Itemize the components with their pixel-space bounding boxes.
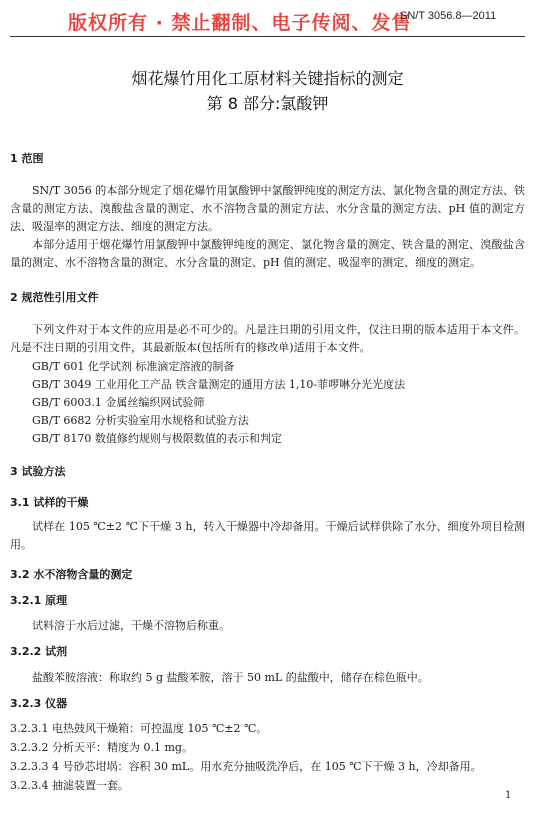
section-3-2-1-heading: 3.2.1 原理 [10, 594, 68, 607]
header-rule [10, 36, 525, 37]
section-3-2-2-heading: 3.2.2 试剂 [10, 645, 68, 658]
section-2-paragraph: 下列文件对于本文件的应用是必不可少的。凡是注日期的引用文件，仅注日期的版本适用于本文件。凡是不注日期的引用文件，其最新版本(包括所有的修改单)适用于本文件。 [10, 323, 525, 354]
reference-item: GB/T 6682 分析实验室用水规格和试验方法 [32, 414, 249, 427]
page-number: 1 [505, 790, 512, 801]
instrument-item: 3.2.3.2 分析天平：精度为 0.1 mg。 [10, 741, 193, 754]
section-3-1-text: 试样在 105 ℃±2 ℃下干燥 3 h，转入干燥器中冷却备用。干燥后试样供除了水分、细度外项目检测用。 [10, 520, 525, 551]
section-3-1-heading: 3.1 试样的干燥 [10, 496, 89, 509]
section-3-2-heading: 3.2 水不溶物含量的测定 [10, 568, 133, 581]
section-2-heading: 2 规范性引用文件 [10, 291, 99, 304]
section-1-paragraph-2: 本部分适用于烟花爆竹用氯酸钾中氯酸钾纯度的测定、氯化物含量的测定、铁含量的测定、溴酸盐含量的测定、水不溶物含量的测定、水分含量的测定、pH 值的测定、吸湿率的测定、细度的测定。 [10, 238, 525, 269]
document-number: SN/T 3056.8—2011 [400, 10, 497, 22]
section-1-heading: 1 范围 [10, 152, 44, 165]
section-3-heading: 3 试验方法 [10, 465, 66, 478]
reference-item: GB/T 3049 工业用化工产品 铁含量测定的通用方法 1,10-菲啰啉分光光度法 [32, 378, 406, 391]
watermark-text: 版权所有 · 禁止翻制、电子传阅、发售 [68, 12, 412, 34]
section-3-2-1-text: 试料溶于水后过滤，干燥不溶物后称重。 [32, 619, 230, 632]
document-title: 烟花爆竹用化工原材料关键指标的测定 [131, 69, 404, 88]
section-3-2-3-heading: 3.2.3 仪器 [10, 697, 68, 710]
section-3-2-2-text: 盐酸苯胺溶液：称取约 5 g 盐酸苯胺，溶于 50 mL 的盐酸中，储存在棕色瓶中。 [32, 671, 429, 684]
instrument-item: 3.2.3.4 抽滤装置一套。 [10, 779, 129, 792]
document-subtitle: 第 8 部分:氯酸钾 [206, 94, 329, 113]
instrument-item: 3.2.3.1 电热鼓风干燥箱：可控温度 105 ℃±2 ℃。 [10, 722, 268, 735]
reference-item: GB/T 8170 数值修约规则与极限数值的表示和判定 [32, 432, 282, 445]
reference-item: GB/T 6003.1 金属丝编织网试验筛 [32, 396, 205, 409]
reference-item: GB/T 601 化学试剂 标准滴定溶液的制备 [32, 360, 235, 373]
instrument-item: 3.2.3.3 4 号砂芯坩埚：容积 30 mL。用水充分抽吸洗净后，在 105 ℃下干燥 3 h，冷却备用。 [10, 760, 482, 773]
section-1-paragraph-1: SN/T 3056 的本部分规定了烟花爆竹用氯酸钾中氯酸钾纯度的测定方法、氯化物含量的测定方法、铁含量的测定方法、溴酸盐含量的测定、水不溶物含量的测定方法、水分含量的测定方法、pH 值的测定方法、吸湿率的测定方法、细度的测定方法。 [10, 184, 525, 233]
